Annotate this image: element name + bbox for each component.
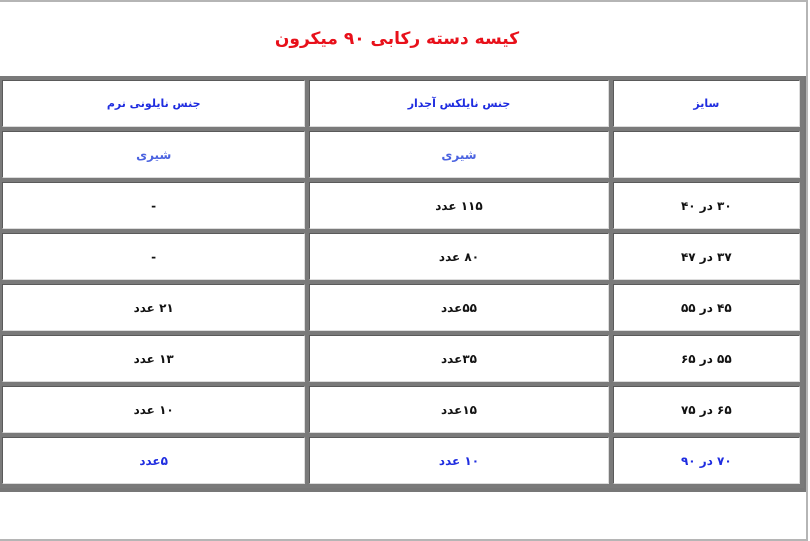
cell-glossy xyxy=(309,437,608,484)
cell-glossy xyxy=(309,386,608,433)
cell-soft-value: ۲۱ عدد xyxy=(133,300,174,315)
table-row xyxy=(2,284,800,331)
color-row-glossy xyxy=(309,131,608,178)
color-row-size xyxy=(613,131,800,178)
cell-glossy-value: ۱۰ عدد xyxy=(438,453,480,468)
cell-soft-value: - xyxy=(151,198,157,213)
header-soft-label: جنس نایلونی نرم xyxy=(106,97,201,110)
title-row xyxy=(0,2,806,76)
color-row-soft-label: شیری xyxy=(136,147,172,162)
price-table-wrapper xyxy=(0,76,806,492)
cell-size-value: ۳۰ در ۴۰ xyxy=(680,198,732,213)
cell-soft xyxy=(2,182,305,229)
bottom-blank-area xyxy=(0,492,806,539)
cell-size xyxy=(613,233,800,280)
header-size xyxy=(613,80,800,127)
cell-size-value: ۶۵ در ۷۵ xyxy=(680,402,732,417)
header-glossy xyxy=(309,80,608,127)
color-row-glossy-label: شیری xyxy=(441,147,477,162)
color-row xyxy=(2,131,800,178)
cell-soft xyxy=(2,437,305,484)
color-row-soft xyxy=(2,131,305,178)
cell-glossy xyxy=(309,233,608,280)
cell-glossy-value: ۱۵عدد xyxy=(441,402,477,417)
cell-size xyxy=(613,437,800,484)
cell-glossy xyxy=(309,182,608,229)
cell-glossy xyxy=(309,284,608,331)
cell-soft-value: - xyxy=(151,249,157,264)
cell-size xyxy=(613,386,800,433)
cell-glossy-value: ۳۵عدد xyxy=(441,351,477,366)
cell-glossy-value: ۱۱۵ عدد xyxy=(435,198,483,213)
cell-soft xyxy=(2,335,305,382)
cell-size xyxy=(613,182,800,229)
cell-glossy-value: ۸۰ عدد xyxy=(438,249,480,264)
table-row xyxy=(2,335,800,382)
cell-soft-value: ۱۰ عدد xyxy=(133,402,174,417)
cell-soft xyxy=(2,386,305,433)
header-size-label: سایز xyxy=(693,97,720,110)
header-soft xyxy=(2,80,305,127)
cell-soft-value: ۱۳ عدد xyxy=(133,351,174,366)
cell-soft xyxy=(2,233,305,280)
table-row xyxy=(2,182,800,229)
cell-size-value: ۴۵ در ۵۵ xyxy=(680,300,732,315)
cell-size xyxy=(613,335,800,382)
cell-size-value: ۳۷ در ۴۷ xyxy=(680,249,732,264)
cell-size xyxy=(613,284,800,331)
page-title: کیسه دسته رکابی ۹۰ میکرون xyxy=(274,29,520,49)
header-glossy-label: جنس نایلکس آجدار xyxy=(407,97,511,110)
table-row xyxy=(2,437,800,484)
cell-glossy xyxy=(309,335,608,382)
cell-soft xyxy=(2,284,305,331)
header-row xyxy=(2,80,800,127)
cell-size-value: ۵۵ در ۶۵ xyxy=(680,351,732,366)
price-table xyxy=(0,76,804,488)
table-row xyxy=(2,386,800,433)
cell-glossy-value: ۵۵عدد xyxy=(441,300,477,315)
table-row xyxy=(2,233,800,280)
cell-size-value: ۷۰ در ۹۰ xyxy=(680,453,732,468)
cell-soft-value: ۵عدد xyxy=(139,453,168,468)
